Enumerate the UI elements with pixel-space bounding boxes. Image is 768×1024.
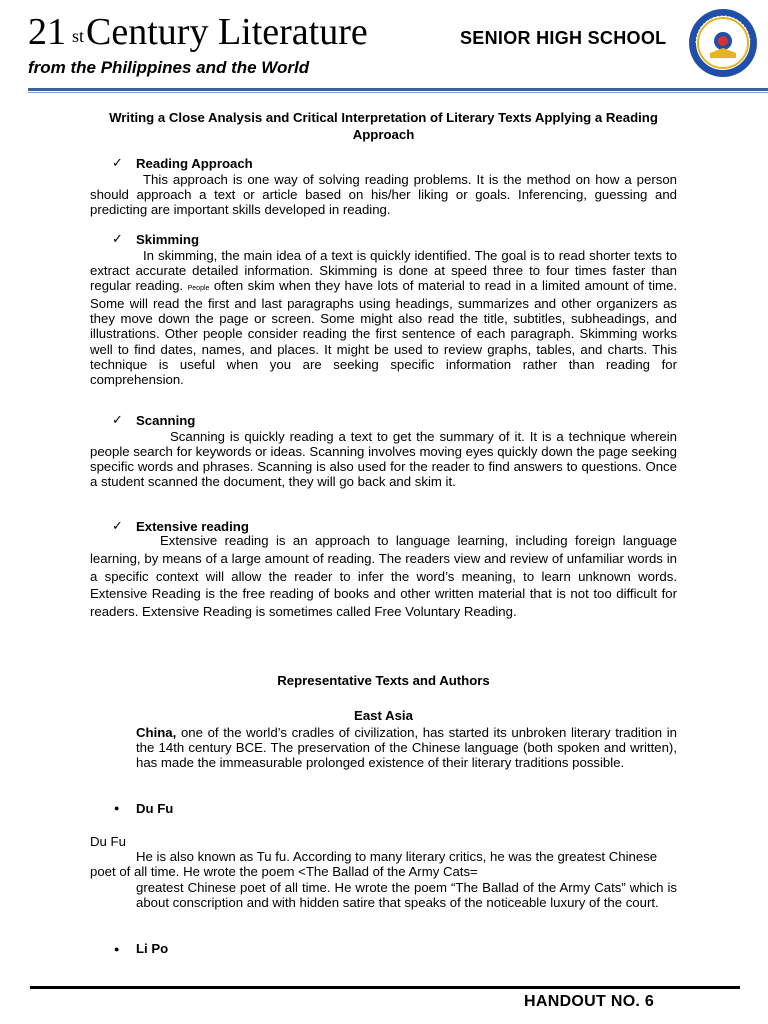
du-fu-line-1: He is also known as Tu fu. According to many literary critics, he was the greatest Chinese poet of all time. He wrote the poem <The Ballad of the Army Cats=	[90, 849, 658, 880]
china-paragraph: China, one of the world’s cradles of civilization, has started its unbroken literary tradition in the 14th century BCE. The preservation of the Chinese language (both spoken and written), has made the immeasurable prolonged existence of their literary traditions possible.	[136, 725, 677, 771]
section-title-extensive-reading: Extensive reading	[136, 519, 249, 534]
bullet-icon: ●	[114, 944, 120, 954]
extensive-reading-body: Extensive reading is an approach to language learning, including foreign language learning, by means of a large amount of reading. The readers view and review of unfamiliar words in a specific context will allow the reader to infer the word’s meaning, to learn unknown words. Extensive Reading is the free reading of books and other written material that is not too difficult for readers. Extensive Reading is sometimes called Free Voluntary Reading.	[90, 533, 677, 620]
section-title-reading-approach: Reading Approach	[136, 156, 253, 171]
header-rule-thin	[28, 92, 768, 93]
bullet-li-po: Li Po	[136, 941, 169, 956]
handout-number: HANDOUT NO. 6	[524, 993, 655, 1010]
reading-approach-body: This approach is one way of solving reading problems. It is the method on how a person should approach a text or article based on his/her liking or goals. Inferencing, guessing and predicting are important skills developed in reading.	[90, 172, 677, 218]
header-rule	[28, 88, 768, 91]
bullet-icon: ●	[114, 803, 120, 813]
header-title: 21 $^{st}$Century Literature	[28, 11, 368, 53]
check-icon: ✓	[112, 231, 123, 246]
scanning-body: Scanning is quickly reading a text to get the summary of it. It is a technique wherein people search for keywords or ideas. Scanning involves moving eyes quickly down the page seeking specific words and phrases. Scanning is also used for the reader to find answers to questions. Once a student scanned the document, they will go back and skim it.	[90, 429, 677, 490]
header-subtitle: from the Philippines and the World	[28, 58, 310, 77]
region-heading: East Asia	[354, 708, 413, 723]
du-fu-body: greatest Chinese poet of all time. He wrote the poem “The Ballad of the Army Cats” which is about conscription and with hidden satire that speaks of the noticeable luxury of the court.	[136, 880, 677, 911]
document-heading: Writing a Close Analysis and Critical Interpretation of Literary Texts Applying a Reading Approach	[109, 110, 658, 142]
section-title-skimming: Skimming	[136, 232, 200, 247]
section-title-scanning: Scanning	[136, 413, 196, 428]
school-seal-icon	[688, 8, 758, 78]
title-superscript: st	[72, 26, 85, 46]
check-icon: ✓	[112, 518, 123, 533]
bullet-du-fu: Du Fu	[136, 801, 174, 816]
skimming-body: In skimming, the main idea of a text is quickly identified. The goal is to read shorter texts to extract accurate detailed information. Skimming is done at speed three to four times faster than regular reading. People often skim when they have lots of material to read in a limited amount of time. Some will read the first and last paragraphs using headings, summarizes and other organizers as they move down the page or screen. Some might also read the title, subtitles, subheadings, and illustrations. Other people consider reading the first sentence of each paragraph. Skimming works well to find dates, names, and places. It might be used to review graphs, tables, and charts. This technique is useful when you are seeking specific information rather than reading for comprehension.	[90, 248, 678, 387]
representative-heading: Representative Texts and Authors	[277, 673, 490, 688]
check-icon: ✓	[112, 412, 123, 427]
check-icon: ✓	[112, 155, 123, 170]
footer-rule	[30, 986, 740, 989]
du-fu-label: Du Fu	[90, 834, 126, 849]
header-program: SENIOR HIGH SCHOOL	[460, 28, 667, 48]
